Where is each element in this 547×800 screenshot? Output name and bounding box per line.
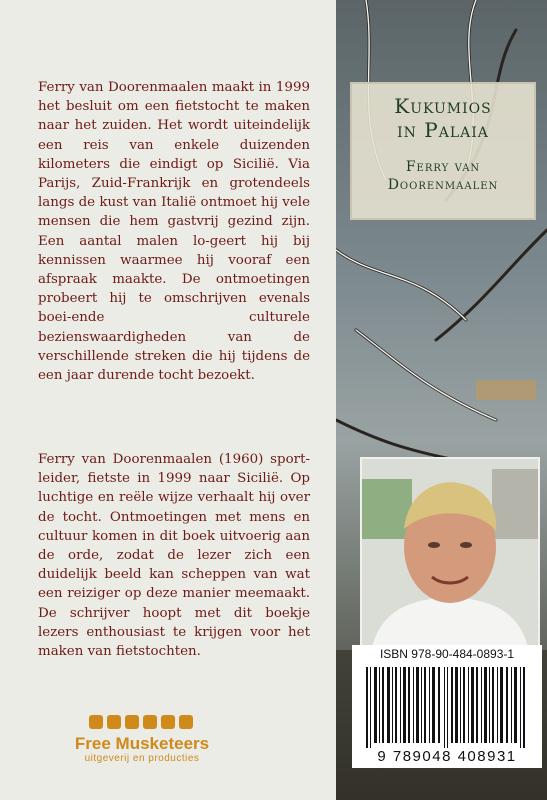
isbn-number: 9 789048 408931 — [352, 748, 542, 768]
book-title — [352, 94, 534, 142]
publisher-tagline: uitgeverij en producties — [84, 753, 200, 764]
isbn-label: ISBN 978-90-484-0893-1 — [352, 645, 542, 663]
barcode-bars — [352, 663, 542, 749]
book-description: Ferry van Doorenmaalen maakt in 1999 het besluit om een fietstocht te maken naar het zuiden. Het wordt uiteindelijk een reis van enkele duizenden kilometers die eindigt op Sicilië. Via Parijs, Zuid-Frankrijk en grotendeels langs de kust van Italië ontmoet hij vele mensen die hem gastvrij gezind zijn. Een aantal malen lo-geert hij bij kennissen waarmee hij vooraf een afspraak maakte. De ontmoetingen probeert hij te omschrijven evenals boei-ende culturele bezienswaardigheden van de verschillende streken die hij tijdens de een jaar durende tocht bezoekt. — [38, 80, 310, 384]
book-author — [352, 158, 534, 194]
book-title-line-2: in Palaia — [397, 118, 489, 142]
book-title-line-1: Kukumios — [394, 94, 492, 118]
publisher-logo — [62, 709, 222, 764]
author-portrait — [362, 459, 538, 647]
title-box — [350, 82, 536, 220]
musketeer-icons — [87, 709, 197, 731]
publisher-name: Free Musketeers — [74, 734, 210, 753]
spine-photo-panel — [336, 0, 547, 800]
book-author-line-2: Doorenmaalen — [387, 177, 499, 193]
author-photo — [360, 457, 540, 649]
author-biography: Ferry van Doorenmaalen (1960) sport-leider, fietste in 1999 naar Sicilië. Op luchtige en reële wijze verhaalt hij over de tocht. Ontmoetingen met mens en cultuur komen in dit boek uitvoerig aan de orde, zodat de lezer zich een duidelijk beeld kan scheppen van wat een reiziger op deze manier meemaakt. De schrijver hoopt met dit boekje lezers enthousiast te krijgen voor het maken van fietstochten. — [38, 452, 310, 660]
book-author-line-1: Ferry van — [405, 159, 481, 175]
barcode — [352, 663, 542, 749]
